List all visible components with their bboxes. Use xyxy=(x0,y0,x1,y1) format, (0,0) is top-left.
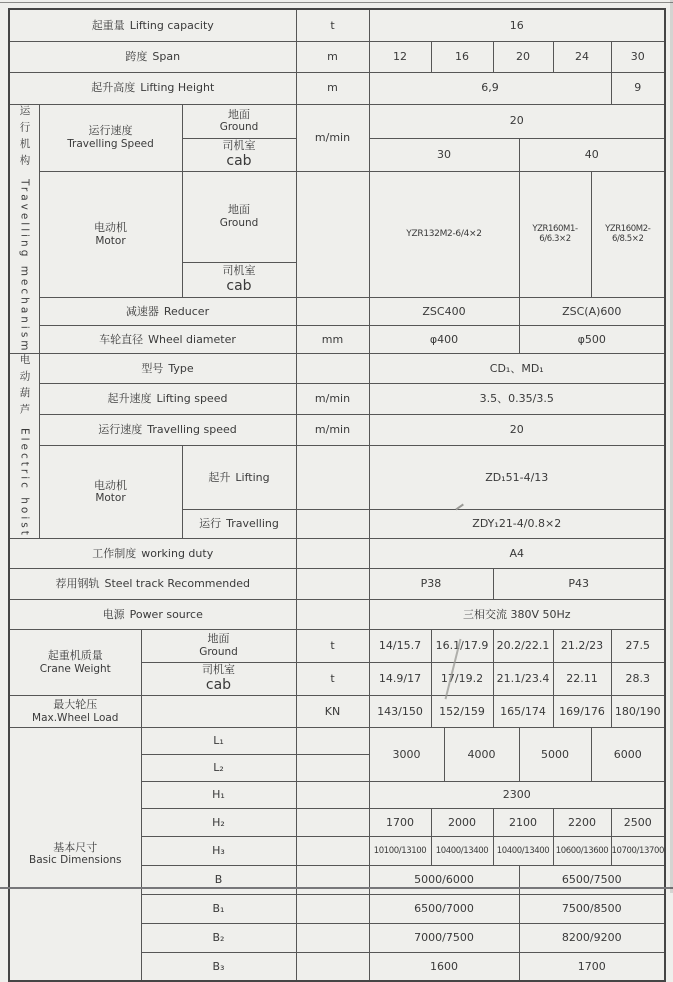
power-source-label-cell xyxy=(9,599,296,629)
capacity-unit-cell: t xyxy=(296,9,369,41)
hoist-travelling-speed-unit: m/min xyxy=(296,415,369,446)
speed-ground-value: 20 xyxy=(369,104,665,138)
wheel-value-2: φ500 xyxy=(519,326,665,354)
hoist-lifting-speed-value: 3.5、0.35/3.5 xyxy=(369,384,665,415)
height-label-cell xyxy=(9,72,296,104)
dim-B-label: B xyxy=(141,865,296,894)
motor-value-3: YZR160M2-6/8.5×2 xyxy=(591,171,665,298)
crane-weight-ground-en: Ground xyxy=(199,646,238,659)
wheel-label-cn: 车轮直径 xyxy=(99,332,144,346)
reducer-label-en: Reducer xyxy=(163,304,210,318)
crane-weight-ground-v0: 14/15.7 xyxy=(369,629,431,662)
motor-ground-cn: 地面 xyxy=(228,203,250,217)
dim-L1-label: L₁ xyxy=(141,727,296,754)
reducer-label-cell xyxy=(39,298,296,326)
speed-cab-value-40: 40 xyxy=(519,138,665,171)
power-source-en: Power source xyxy=(129,607,203,621)
dim-B3-unit xyxy=(296,952,369,981)
group-electric-hoist xyxy=(9,354,39,539)
hoist-motor-lifting-sublabel xyxy=(182,446,296,510)
row-hoist-travelling-speed xyxy=(9,415,665,446)
dim-H3-v1: 10400/13400 xyxy=(431,836,493,865)
row-dim-L1 xyxy=(9,727,665,754)
span-unit-cell: m xyxy=(296,41,369,72)
crane-weight-cab-v3: 22.11 xyxy=(553,662,611,695)
dim-H1-label: H₁ xyxy=(141,781,296,808)
dim-H2-unit xyxy=(296,808,369,836)
max-wheel-load-v3: 169/176 xyxy=(553,695,611,727)
crane-weight-cab-unit: t xyxy=(296,662,369,695)
dim-L-v0: 3000 xyxy=(369,727,444,781)
dim-B-v0: 5000/6000 xyxy=(369,865,519,894)
group-travelling-mechanism-cn: 运行机构 xyxy=(18,104,31,171)
steel-track-cn: 荐用钢轨 xyxy=(55,577,100,591)
hoist-motor-lifting-unit xyxy=(296,446,369,510)
span-label-cell xyxy=(9,41,296,72)
span-value-20: 20 xyxy=(493,41,553,72)
hoist-motor-travelling-sublabel xyxy=(182,509,296,538)
group-travelling-mechanism-label xyxy=(18,105,31,354)
row-motor-ground xyxy=(9,171,665,263)
crane-weight-cab-v1: 17/19.2 xyxy=(431,662,493,695)
group-electric-hoist-en: Electric hoist xyxy=(18,428,31,538)
travelling-speed-label-en: Travelling Speed xyxy=(67,137,154,150)
hoist-travelling-speed-en: Travelling speed xyxy=(147,423,237,437)
steel-track-value-1: P38 xyxy=(369,568,493,599)
span-label-cn: 跨度 xyxy=(125,49,148,63)
crane-weight-cab-v0: 14.9/17 xyxy=(369,662,431,695)
row-crane-weight-ground xyxy=(9,629,665,662)
basic-dimensions-en: Basic Dimensions xyxy=(29,854,122,867)
hoist-motor-lifting-en: Lifting xyxy=(235,470,270,484)
row-travelling-speed-ground xyxy=(9,104,665,138)
travelling-speed-label-cell xyxy=(39,104,182,171)
motor-ground-sublabel-cell xyxy=(182,171,296,263)
crane-weight-cn: 起重机质量 xyxy=(47,648,103,662)
motor-label-cell xyxy=(39,171,182,298)
reducer-label-cn: 减速器 xyxy=(125,304,159,318)
dim-L2-unit xyxy=(296,754,369,781)
max-wheel-load-v4: 180/190 xyxy=(611,695,665,727)
motor-label-en: Motor xyxy=(95,234,126,247)
crane-weight-ground-v3: 21.2/23 xyxy=(553,629,611,662)
power-source-cn: 电源 xyxy=(102,607,125,621)
row-lifting-capacity xyxy=(9,9,665,41)
dim-L-v2: 5000 xyxy=(519,727,591,781)
group-electric-hoist-label xyxy=(18,354,31,538)
hoist-motor-lifting-cn: 起升 xyxy=(208,470,231,484)
dim-L2-label: L₂ xyxy=(141,754,296,781)
dim-H2-v3: 2200 xyxy=(553,808,611,836)
group-travelling-mechanism xyxy=(9,104,39,354)
hoist-motor-lifting-value: ZD₁51-4/13 xyxy=(369,446,665,510)
crane-weight-label-cell xyxy=(9,629,141,695)
wheel-label-en: Wheel diameter xyxy=(148,332,236,346)
steel-track-label-cell xyxy=(9,568,296,599)
dim-H3-v3: 10600/13600 xyxy=(553,836,611,865)
row-lifting-height xyxy=(9,72,665,104)
working-duty-cn: 工作制度 xyxy=(92,546,137,560)
max-wheel-load-spacer xyxy=(141,695,296,727)
dim-H2-v4: 2500 xyxy=(611,808,665,836)
crane-weight-cab-v4: 28.3 xyxy=(611,662,665,695)
dim-B1-unit xyxy=(296,894,369,923)
dim-B2-v0: 7000/7500 xyxy=(369,923,519,952)
speed-unit-cell: m/min xyxy=(296,104,369,171)
row-span xyxy=(9,41,665,72)
motor-label-cn: 电动机 xyxy=(94,220,127,234)
dim-B1-v0: 6500/7000 xyxy=(369,894,519,923)
crane-weight-ground-v1: 16.1/17.9 xyxy=(431,629,493,662)
dim-B3-v0: 1600 xyxy=(369,952,519,981)
hoist-motor-travelling-cn: 运行 xyxy=(199,517,222,531)
dim-H3-v4: 10700/13700 xyxy=(611,836,665,865)
row-power-source xyxy=(9,599,665,629)
dim-B2-unit xyxy=(296,923,369,952)
working-duty-en: working duty xyxy=(141,546,214,560)
reducer-unit-cell xyxy=(296,298,369,326)
steel-track-unit xyxy=(296,568,369,599)
dim-H3-v2: 10400/13400 xyxy=(493,836,553,865)
dim-B-v1: 6500/7500 xyxy=(519,865,665,894)
hoist-motor-label-cn: 电动机 xyxy=(94,478,127,492)
type-label-cn: 型号 xyxy=(141,361,164,375)
speed-ground-cn: 地面 xyxy=(228,107,250,121)
dim-L-v1: 4000 xyxy=(444,727,519,781)
hoist-lifting-speed-label-cell xyxy=(39,384,296,415)
height-value-main: 6,9 xyxy=(369,72,611,104)
wheel-value-1: φ400 xyxy=(369,326,519,354)
height-value-30span: 9 xyxy=(611,72,665,104)
span-value-12: 12 xyxy=(369,41,431,72)
hoist-lifting-speed-cn: 起升速度 xyxy=(107,392,152,406)
capacity-value-cell: 16 xyxy=(369,9,665,41)
crane-weight-cab-v2: 21.1/23.4 xyxy=(493,662,553,695)
max-wheel-load-unit: KN xyxy=(296,695,369,727)
motor-value-1: YZR132M2-6/4×2 xyxy=(369,171,519,298)
crane-weight-ground-v4: 27.5 xyxy=(611,629,665,662)
max-wheel-load-v0: 143/150 xyxy=(369,695,431,727)
motor-ground-en: Ground xyxy=(219,217,259,230)
type-unit-cell xyxy=(296,354,369,384)
speed-cab-en: cab xyxy=(226,152,252,169)
span-value-16: 16 xyxy=(431,41,493,72)
dim-H1-unit xyxy=(296,781,369,808)
working-duty-value: A4 xyxy=(369,538,665,568)
group-electric-hoist-cn: 电动葫芦 xyxy=(18,354,31,421)
dim-H2-label: H₂ xyxy=(141,808,296,836)
span-value-30: 30 xyxy=(611,41,665,72)
max-wheel-load-v1: 152/159 xyxy=(431,695,493,727)
motor-cab-sublabel-cell xyxy=(182,263,296,298)
height-unit-cell: m xyxy=(296,72,369,104)
power-source-unit xyxy=(296,599,369,629)
dim-H2-v1: 2000 xyxy=(431,808,493,836)
hoist-motor-travelling-unit xyxy=(296,509,369,538)
basic-dimensions-label-cell xyxy=(9,727,141,981)
hoist-motor-label-en: Motor xyxy=(95,492,126,505)
hoist-motor-travelling-value: ZDY₁21-4/0.8×2 xyxy=(369,509,665,538)
wheel-unit-cell: mm xyxy=(296,326,369,354)
speed-cab-cn: 司机室 xyxy=(222,138,256,152)
steel-track-value-2: P43 xyxy=(493,568,665,599)
row-hoist-motor-lifting xyxy=(9,446,665,510)
reducer-value-2: ZSC(A)600 xyxy=(519,298,665,326)
speed-cab-sublabel-cell xyxy=(182,138,296,171)
page-bottom-rule xyxy=(0,887,673,889)
dim-H2-v0: 1700 xyxy=(369,808,431,836)
hoist-motor-label-cell xyxy=(39,446,182,539)
dim-B3-v1: 1700 xyxy=(519,952,665,981)
span-label-en: Span xyxy=(152,49,181,63)
dim-H2-v2: 2100 xyxy=(493,808,553,836)
basic-dimensions-cn: 基本尺寸 xyxy=(53,840,98,854)
page-top-rule xyxy=(0,2,673,3)
dim-H3-label: H₃ xyxy=(141,836,296,865)
row-type xyxy=(9,354,665,384)
hoist-lifting-speed-unit: m/min xyxy=(296,384,369,415)
travelling-speed-label-cn: 运行速度 xyxy=(88,124,133,138)
crane-weight-cab-sublabel xyxy=(141,662,296,695)
crane-spec-table xyxy=(8,8,666,982)
power-source-value: 三相交流 380V 50Hz xyxy=(369,599,665,629)
steel-track-en: Steel track Recommended xyxy=(104,577,250,591)
dim-B3-label: B₃ xyxy=(141,952,296,981)
capacity-label-en: Lifting capacity xyxy=(129,18,214,32)
speed-ground-sublabel-cell xyxy=(182,104,296,138)
type-value: CD₁、MD₁ xyxy=(369,354,665,384)
crane-weight-cab-cn: 司机室 xyxy=(202,663,235,677)
working-duty-unit xyxy=(296,538,369,568)
height-label-en: Lifting Height xyxy=(140,81,215,95)
hoist-travelling-speed-label-cell xyxy=(39,415,296,446)
crane-weight-ground-v2: 20.2/22.1 xyxy=(493,629,553,662)
hoist-travelling-speed-cn: 运行速度 xyxy=(98,423,143,437)
speed-cab-value-30: 30 xyxy=(369,138,519,171)
dim-B2-label: B₂ xyxy=(141,923,296,952)
crane-weight-ground-unit: t xyxy=(296,629,369,662)
max-wheel-load-v2: 165/174 xyxy=(493,695,553,727)
hoist-lifting-speed-en: Lifting speed xyxy=(156,392,228,406)
hoist-travelling-speed-value: 20 xyxy=(369,415,665,446)
crane-weight-ground-cn: 地面 xyxy=(207,632,230,646)
row-reducer xyxy=(9,298,665,326)
crane-weight-cab-en: cab xyxy=(205,677,232,693)
dim-B1-v1: 7500/8500 xyxy=(519,894,665,923)
hoist-motor-travelling-en: Travelling xyxy=(226,517,279,531)
motor-cab-cn: 司机室 xyxy=(222,264,256,278)
capacity-label-cell xyxy=(9,9,296,41)
dim-B-unit xyxy=(296,865,369,894)
row-steel-track xyxy=(9,568,665,599)
wheel-label-cell xyxy=(39,326,296,354)
dim-H1-value: 2300 xyxy=(369,781,665,808)
type-label-en: Type xyxy=(168,361,194,375)
dim-H3-v0: 10100/13100 xyxy=(369,836,431,865)
height-label-cn: 起升高度 xyxy=(91,81,136,95)
max-wheel-load-cn: 最大轮压 xyxy=(53,697,98,711)
crane-weight-en: Crane Weight xyxy=(39,662,111,675)
group-travelling-mechanism-en: Travelling mechanism xyxy=(18,178,31,354)
row-hoist-lifting-speed xyxy=(9,384,665,415)
max-wheel-load-en: Max.Wheel Load xyxy=(32,711,119,724)
dim-L-v3: 6000 xyxy=(591,727,665,781)
working-duty-label-cell xyxy=(9,538,296,568)
row-max-wheel-load xyxy=(9,695,665,727)
motor-cab-en: cab xyxy=(226,278,252,295)
dim-B1-label: B₁ xyxy=(141,894,296,923)
capacity-label-cn: 起重量 xyxy=(91,18,125,32)
row-wheel-diameter xyxy=(9,326,665,354)
span-value-24: 24 xyxy=(553,41,611,72)
motor-value-2: YZR160M1-6/6.3×2 xyxy=(519,171,591,298)
dim-H3-unit xyxy=(296,836,369,865)
max-wheel-load-label-cell xyxy=(9,695,141,727)
speed-ground-en: Ground xyxy=(219,121,259,134)
crane-weight-ground-sublabel xyxy=(141,629,296,662)
dim-L1-unit xyxy=(296,727,369,754)
dim-B2-v1: 8200/9200 xyxy=(519,923,665,952)
row-working-duty xyxy=(9,538,665,568)
reducer-value-1: ZSC400 xyxy=(369,298,519,326)
type-label-cell xyxy=(39,354,296,384)
motor-unit-cell xyxy=(296,171,369,298)
